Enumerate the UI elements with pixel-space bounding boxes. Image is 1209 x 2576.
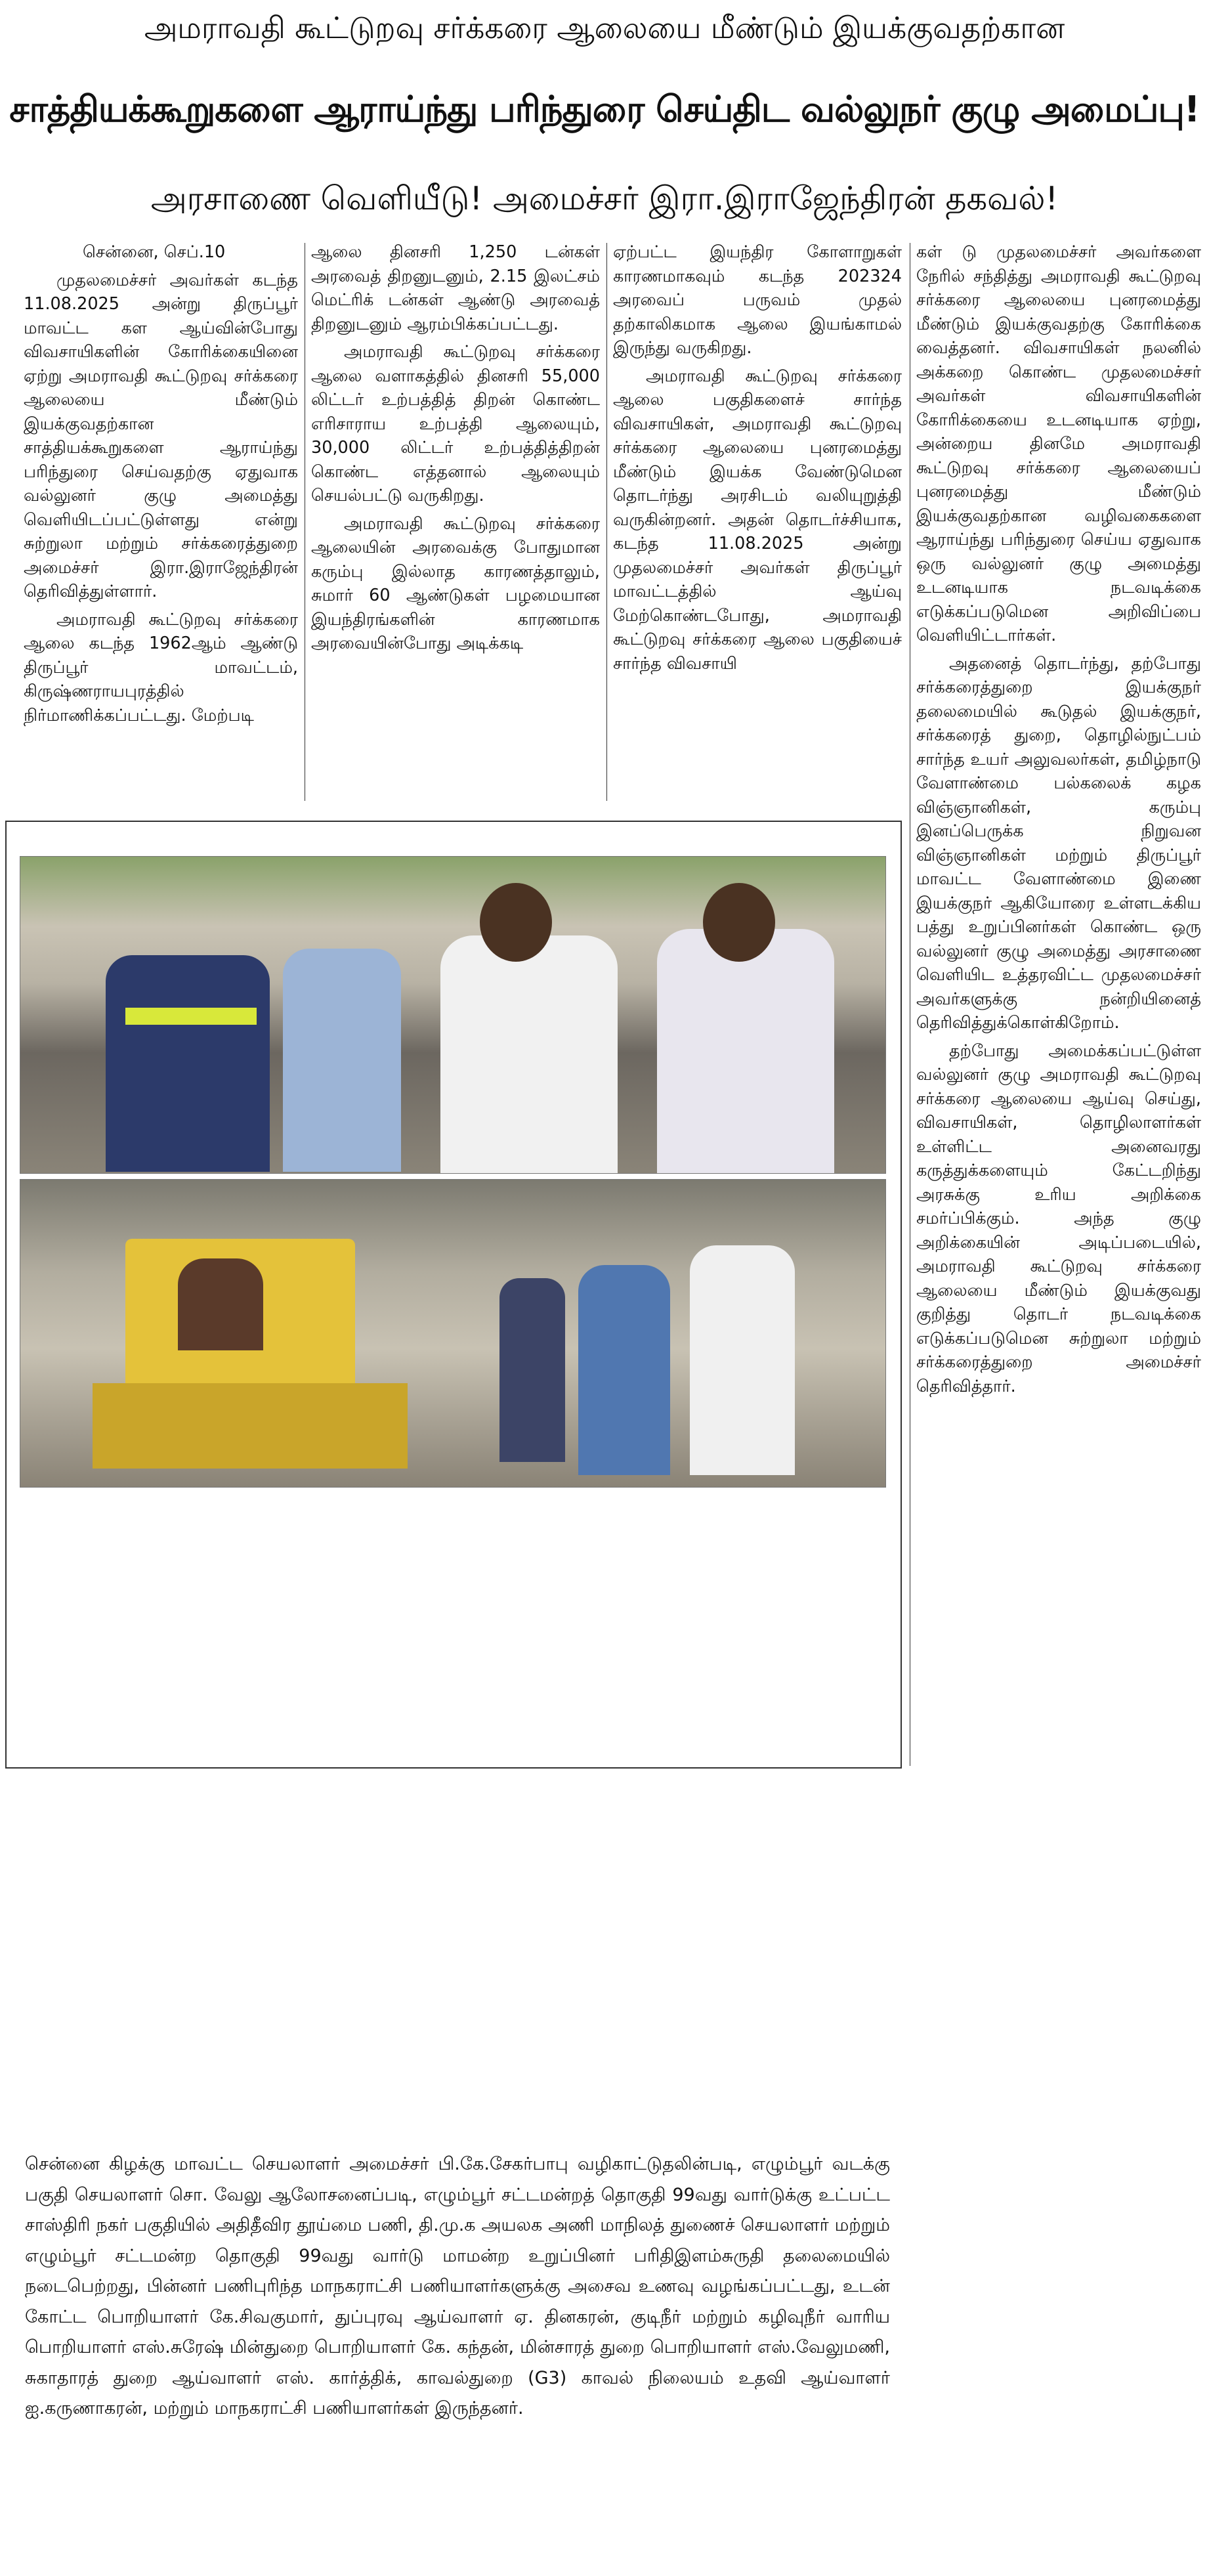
paragraph: கள் டு முதலமைச்சர் அவர்களை நேரில் சந்தித்து அமராவதி கூட்டுறவு சர்க்கரை ஆலையை புனரமைத்து மீண்டும் இயக்குவதற்கு கோரிக்கை வைத்தனர். விவசாயிகள் நலனில் அக்கறை கொண்ட முதலமைச்சர் அவர்கள் விவசாயிகளின் கோரிக்கையை உடனடியாக ஏற்று, அன்றைய தினமே அமராவதி கூட்டுறவு சர்க்கரை ஆலையைப் புனரமைத்து மீண்டும் இயக்குவதற்கான வழிவகைகளை ஆராய்ந்து பரிந்துரை செய்ய ஏதுவாக ஒரு வல்லுனர் குழு அமைத்து உடனடியாக நடவடிக்கை எடுக்கப்படுமென அறிவிப்பை வெளியிட்டார்கள். [916, 242, 1201, 645]
paragraph: ஏற்பட்ட இயந்திர கோளாறுகள் காரணமாகவும் கடந்த 202324 அரவைப் பருவம் முதல் தற்காலிகமாக ஆலை இயங்காமல் இருந்து வருகிறது. [613, 242, 902, 358]
main-headline: சாத்தியக்கூறுகளை ஆராய்ந்து பரிந்துரை செய்திட வல்லுநர் குழு அமைப்பு! [9, 89, 1200, 130]
article-column-4 [916, 240, 1201, 1770]
paragraph: அமராவதி கூட்டுறவு சர்க்கரை ஆலை வளாகத்தில் தினசரி 55,000 லிட்டர் உற்பத்தித் திறன் கொண்ட எரிசாராய உற்பத்தி ஆலையும், 30,000 லிட்டர் உற்பத்தித்திறன் கொண்ட எத்தனால் ஆலையும் செயல்பட்டு வருகிறது. [311, 342, 600, 505]
paragraph: அமராவதி கூட்டுறவு சர்க்கரை ஆலை பகுதிகளைச் சார்ந்த விவசாயிகள், அமராவதி கூட்டுறவு சர்க்கரை ஆலையை புனரமைத்து மீண்டும் இயக்க வேண்டுமென தொடர்ந்து அரசிடம் வலியுறுத்தி வருகின்றனர். அதன் தொடர்ச்சியாக, கடந்த 11.08.2025 அன்று முதலமைச்சர் அவர்கள் திருப்பூர் மாவட்டத்தில் ஆய்வு மேற்கொண்டபோது, அமராவதி கூட்டுறவு சர்க்கரை ஆலை பகுதியைச் சார்ந்த விவசாயி [613, 366, 902, 674]
cleanup-photo-top [20, 856, 886, 1174]
column-divider [606, 243, 607, 801]
paragraph: அமராவதி கூட்டுறவு சர்க்கரை ஆலையின் அரவைக்கு போதுமான கரும்பு இல்லாத காரணத்தாலும், சுமார் 60 ஆண்டுகள் பழமையான இயந்திரங்களின் காரணமாக அரவையின்போது அடிக்கடி [311, 513, 600, 653]
kicker-headline: அமராவதி கூட்டுறவு சர்க்கரை ஆலையை மீண்டும் இயக்குவதற்கான [144, 11, 1065, 45]
paragraph: அமராவதி கூட்டுறவு சர்க்கரை ஆலை கடந்த 1962ஆம் ஆண்டு திருப்பூர் மாவட்டம், கிருஷ்ணராயபுரத்தில் நிர்மாணிக்கப்பட்டது. மேற்படி [24, 609, 298, 725]
paragraph: தற்போது அமைக்கப்பட்டுள்ள வல்லுனர் குழு அமராவதி கூட்டுறவு சர்க்கரை ஆலையை ஆய்வு செய்து, விவசாயிகள், தொழிலாளர்கள் உள்ளிட்ட அனைவரது கருத்துக்களையும் கேட்டறிந்து அரசுக்கு உரிய அறிக்கை சமர்ப்பிக்கும். அந்த குழு அறிக்கையின் அடிப்படையில், அமராவதி கூட்டுறவு சர்க்கரை ஆலையை மீண்டும் இயக்குவது குறித்து தொடர் நடவடிக்கை எடுக்கப்படுமென சுற்றுலா மற்றும் சர்க்கரைத்துறை அமைச்சர் தெரிவித்தார். [916, 1041, 1201, 1396]
paragraph: ஆலை தினசரி 1,250 டன்கள் அரவைத் திறனுடனும், 2.15 இலட்சம் மெட்ரிக் டன்கள் ஆண்டு அரவைத் திறனுடனும் ஆரம்பிக்கப்பட்டது. [311, 242, 600, 334]
dateline: சென்னை, செப்.10 [83, 242, 226, 262]
article-column-2 [311, 240, 600, 805]
paragraph: முதலமைச்சர் அவர்கள் கடந்த 11.08.2025 அன்று திருப்பூர் மாவட்ட கள ஆய்வின்போது விவசாயிகளின் கோரிக்கையினை ஏற்று அமராவதி கூட்டுறவு சர்க்கரை ஆலையை மீண்டும் இயக்குவதற்கான சாத்தியக்கூறுகளை ஆராய்ந்து பரிந்துரை செய்வதற்கு ஏதுவாக வல்லுனர் குழு அமைத்து வெளியிடப்பட்டுள்ளது என்று சுற்றுலா மற்றும் சர்க்கரைத்துறை அமைச்சர் இரா.இராஜேந்திரன் தெரிவித்துள்ளார். [24, 270, 298, 601]
photo-story-box [5, 821, 902, 2418]
article-column-1 [24, 240, 298, 805]
paragraph: அதனைத் தொடர்ந்து, தற்போது சர்க்கரைத்துறை இயக்குநர் தலைமையில் கூடுதல் இயக்குநர், சர்க்கரைத் துறை, தொழில்நுட்பம் சார்ந்த உயர் அலுவலர்கள், தமிழ்நாடு வேளாண்மை பல்கலைக் கழக விஞ்ஞானிகள், கரும்பு இனப்பெருக்க நிறுவன விஞ்ஞானிகள் மற்றும் திருப்பூர் மாவட்ட வேளாண்மை இணை இயக்குநர் ஆகியோரை உள்ளடக்கிய பத்து உறுப்பினர்கள் கொண்ட ஒரு வல்லுனர் குழு அமைத்து அரசாணை வெளியிட உத்தரவிட்ட முதலமைச்சர் அவர்களுக்கு நன்றியினைத் தெரிவித்துக்கொள்கிறோம். [916, 653, 1201, 1033]
cleanup-photo-bottom [20, 1179, 886, 1488]
sub-headline: அரசாணை வெளியீடு! அமைச்சர் இரா.இராஜேந்திரன் தகவல்! [150, 179, 1059, 217]
article-column-3 [613, 240, 902, 805]
photo-caption: சென்னை கிழக்கு மாவட்ட செயலாளர் அமைச்சர் பி.கே.சேகர்பாபு வழிகாட்டுதலின்படி, எழும்பூர் வடக்கு பகுதி செயலாளர் சொ. வேலு ஆலோசனைப்படி, எழும்பூர் சட்டமன்றத் தொகுதி 99வது வார்டுக்கு உட்பட்ட சாஸ்திரி நகர் பகுதியில் அதிதீவிர தூய்மை பணி, தி.மு.க அயலக அணி மாநிலத் துணைச் செயலாளர் மற்றும் எழும்பூர் சட்டமன்ற தொகுதி 99வது வார்டு மாமன்ற உறுப்பினர் பரிதிஇளம்சுருதி தலைமையில் நடைபெற்றது, பின்னர் பணிபுரிந்த மாநகராட்சி பணியாளர்களுக்கு அசைவ உணவு வழங்கப்பட்டது, உடன் கோட்ட பொறியாளர் கே.சிவகுமார், துப்புரவு ஆய்வாளர் ஏ. தினகரன், குடிநீர் மற்றும் கழிவுநீர் வாரிய பொறியாளர் எஸ்.சுரேஷ் மின்துறை பொறியாளர் கே. கந்தன், மின்சாரத் துறை பொறியாளர் எஸ்.வேலுமணி, சுகாதாரத் துறை ஆய்வாளர் எஸ். கார்த்திக், காவல்துறை (G3) காவல் நிலையம் உதவி ஆய்வாளர் ஐ.கருணாகரன், மற்றும் மாநகராட்சி பணியாளர்கள் இருந்தனர். [25, 2154, 890, 2418]
